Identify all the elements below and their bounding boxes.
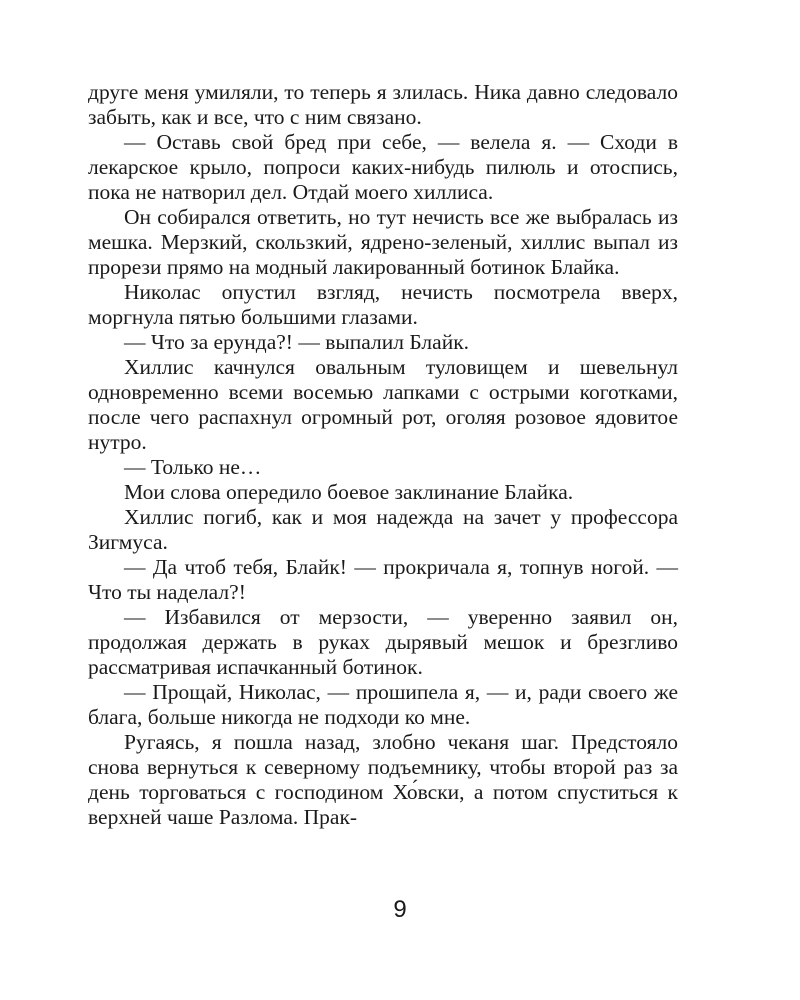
paragraph: — Оставь свой бред при себе, — велела я. — Сходи в лекарское крыло, попроси каких-нибудь пилюль и отоспись, пока не натворил дел. Отдай моего хиллиса. bbox=[88, 130, 678, 204]
paragraph: Мои слова опередило боевое заклинание Блайка. bbox=[124, 480, 574, 504]
body-text bbox=[88, 80, 678, 830]
paragraph: друге меня умиляли, то теперь я злилась. Ника давно следовало забыть, как и все, что с ним связано. bbox=[88, 80, 678, 129]
paragraph: — Да чтоб тебя, Блайк! — прокричала я, топнув ногой. — Что ты наделал?! bbox=[88, 555, 678, 604]
paragraph: Хиллис погиб, как и моя надежда на зачет у профессора Зигмуса. bbox=[88, 505, 678, 554]
paragraph: — Избавился от мерзости, — уверенно заявил он, продолжая держать в руках дырявый мешок и брезгливо рассматривая испачканный ботинок. bbox=[88, 605, 678, 679]
paragraph: Он собирался ответить, но тут нечисть все же выбралась из мешка. Мерзкий, скользкий, ядрено-зеленый, хиллис выпал из прорези прямо на модный лакированный ботинок Блайка. bbox=[88, 205, 678, 279]
paragraph: — Только не… bbox=[124, 455, 262, 479]
paragraph: Николас опустил взгляд, нечисть посмотрела вверх, моргнула пятью большими глазами. bbox=[88, 280, 678, 329]
paragraph: — Прощай, Николас, — прошипела я, — и, ради своего же блага, больше никогда не подходи ко мне. bbox=[88, 680, 678, 729]
page-number: 9 bbox=[393, 896, 407, 923]
paragraph: Хиллис качнулся овальным туловищем и шевельнул одновременно всеми восемью лапками с острыми коготками, после чего распахнул огромный рот, оголяя розовое ядовитое нутро. bbox=[88, 355, 678, 454]
paragraph: — Что за ерунда?! — выпалил Блайк. bbox=[124, 330, 470, 354]
paragraph: Ругаясь, я пошла назад, злобно чеканя шаг. Предстояло снова вернуться к северному подъемнику, чтобы второй раз за день торговаться с господином Хо́вски, а потом спуститься к верхней чаше Разлома. Прак- bbox=[88, 730, 678, 829]
